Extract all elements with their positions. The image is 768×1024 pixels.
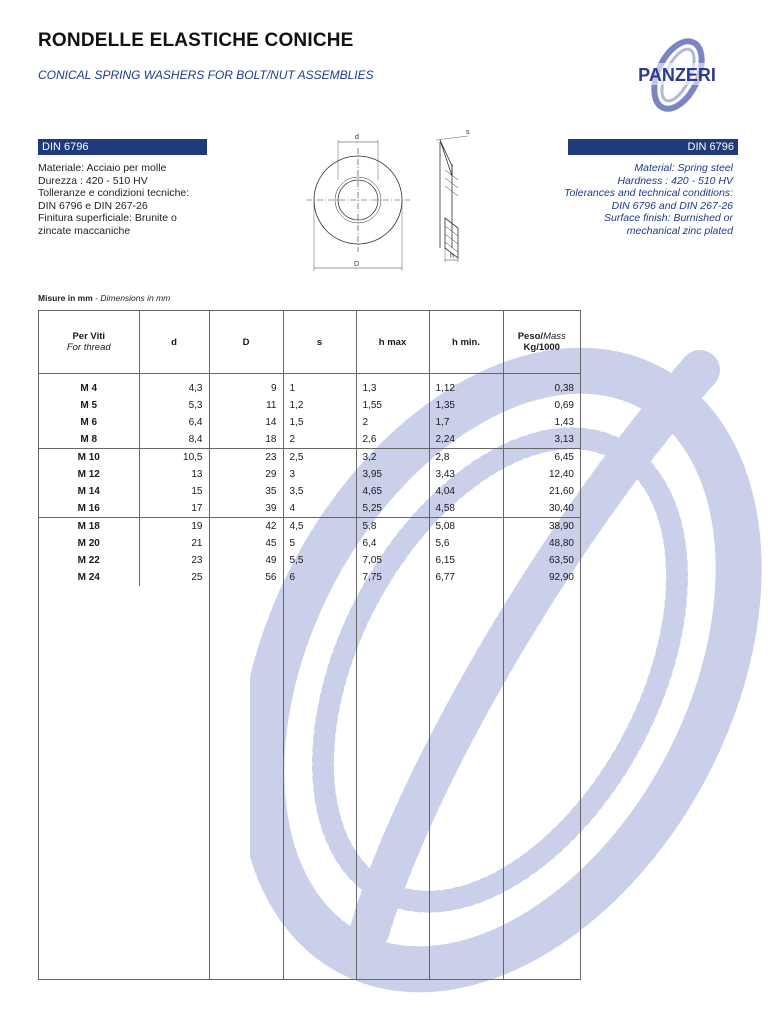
cell-mass: 63,50 xyxy=(548,555,574,566)
cell-hmax: 2 xyxy=(356,414,429,431)
cell-s: 4 xyxy=(283,500,356,518)
cell-d: 23 xyxy=(139,552,209,569)
table-row xyxy=(39,431,580,449)
cell-D: 14 xyxy=(209,414,283,431)
cell-mass: 30,40 xyxy=(548,503,574,514)
header-hmin: h min. xyxy=(429,311,503,374)
cell-mass: 12,40 xyxy=(548,469,574,480)
cell-hmin: 2,8 xyxy=(429,449,503,467)
cell-D: 39 xyxy=(209,500,283,518)
units-note-en: Dimensions in mm xyxy=(100,293,171,303)
cell-d: 5,3 xyxy=(139,397,209,414)
dim-label-d: d xyxy=(355,134,359,141)
cell-mass: 38,90 xyxy=(503,518,580,536)
panzeri-logo xyxy=(610,35,740,115)
spec-line: DIN 6796 e DIN 267-26 xyxy=(38,199,148,212)
dim-label-s: s xyxy=(466,130,470,136)
table-row xyxy=(39,397,580,414)
cell-hmin: 1,7 xyxy=(429,414,503,431)
column-divider xyxy=(209,311,210,979)
din-label-left: DIN 6796 xyxy=(38,139,207,155)
cell-s: 4,5 xyxy=(283,518,356,536)
cell-d: 17 xyxy=(139,500,209,518)
cell-D: 45 xyxy=(209,535,283,552)
cell-s: 1 xyxy=(283,374,356,398)
header-thread: Per Viti For thread xyxy=(39,311,139,374)
logo-text: PANZERI xyxy=(638,65,716,85)
cell-s: 5,5 xyxy=(283,552,356,569)
table-header-row xyxy=(39,311,580,374)
spec-line: zincate maccaniche xyxy=(38,224,131,237)
cell-D: 18 xyxy=(209,431,283,449)
cell-s: 1,5 xyxy=(283,414,356,431)
column-divider xyxy=(283,311,284,979)
cell-D: 11 xyxy=(209,397,283,414)
cell-thread: M 6 xyxy=(39,414,139,431)
cell-thread: M 16 xyxy=(39,500,139,518)
cell-D: 29 xyxy=(209,466,283,483)
spec-line: Tolleranze e condizioni tecniche: xyxy=(38,187,190,199)
cell-s: 1,2 xyxy=(283,397,356,414)
spec-line: Hardness : 420 - 510 HV xyxy=(617,174,733,187)
cell-hmax: 1,55 xyxy=(356,397,429,414)
cell-thread: M 22 xyxy=(39,552,139,569)
cell-hmin: 2,24 xyxy=(429,431,503,449)
cell-mass: 92,90 xyxy=(548,572,574,583)
cell-hmax: 6,4 xyxy=(356,535,429,552)
table-row xyxy=(39,552,580,569)
cell-hmin: 6,15 xyxy=(429,552,503,569)
cell-thread: M 18 xyxy=(39,518,139,536)
spec-line: Finitura superficiale: Brunite o xyxy=(38,212,177,224)
dim-label-D: D xyxy=(354,261,360,268)
cell-s: 3 xyxy=(283,466,356,483)
table-row xyxy=(39,569,580,586)
cell-hmin: 5,6 xyxy=(429,535,503,552)
cell-thread: M 10 xyxy=(39,449,139,467)
cell-d: 13 xyxy=(139,466,209,483)
header-hmax: h max xyxy=(356,311,429,374)
header-d: d xyxy=(139,311,209,374)
column-divider xyxy=(356,311,357,979)
cell-d: 15 xyxy=(139,483,209,500)
spec-line: mechanical zinc plated xyxy=(626,224,733,237)
cell-D: 56 xyxy=(209,569,283,586)
cell-thread: M 24 xyxy=(39,569,139,586)
cell-s: 6 xyxy=(283,569,356,586)
cell-mass: 48,80 xyxy=(548,538,574,549)
cell-d: 25 xyxy=(139,569,209,586)
cell-hmin: 1,12 xyxy=(429,374,503,398)
cell-hmax: 4,65 xyxy=(356,483,429,500)
header-mass: Peso/Mass Kg/1000 xyxy=(503,311,580,374)
spec-line: Material: Spring steel xyxy=(634,162,733,174)
cell-d: 6,4 xyxy=(139,414,209,431)
spec-line: Durezza : 420 - 510 HV xyxy=(38,174,148,187)
cell-thread: M 4 xyxy=(39,374,139,398)
cell-D: 42 xyxy=(209,518,283,536)
table-row xyxy=(39,483,580,500)
cell-thread: M 8 xyxy=(39,431,139,449)
cell-mass: 6,45 xyxy=(503,449,580,467)
spec-line: Tolerances and technical conditions: xyxy=(564,187,733,199)
cell-hmax: 2,6 xyxy=(356,431,429,449)
cell-D: 49 xyxy=(209,552,283,569)
cell-d: 4,3 xyxy=(139,374,209,398)
table-grid xyxy=(39,311,580,586)
table-row xyxy=(39,414,580,431)
cell-thread: M 14 xyxy=(39,483,139,500)
cell-mass: 3,13 xyxy=(554,434,574,445)
cell-hmin: 6,77 xyxy=(429,569,503,586)
cell-s: 5 xyxy=(283,535,356,552)
table-row xyxy=(39,374,580,398)
cell-D: 23 xyxy=(209,449,283,467)
cell-hmin: 5,08 xyxy=(429,518,503,536)
cell-d: 10,5 xyxy=(139,449,209,467)
cell-s: 2,5 xyxy=(283,449,356,467)
header-s: s xyxy=(283,311,356,374)
cell-hmax: 5,8 xyxy=(356,518,429,536)
cell-hmin: 3,43 xyxy=(429,466,503,483)
cell-mass: 1,43 xyxy=(554,417,574,428)
column-divider xyxy=(503,311,504,979)
cell-mass: 0,69 xyxy=(554,400,574,411)
table-row xyxy=(39,500,580,518)
page-subtitle: CONICAL SPRING WASHERS FOR BOLT/NUT ASSEMBLIES xyxy=(38,68,374,82)
spec-text-en xyxy=(520,162,733,237)
spec-line: Materiale: Acciaio per molle xyxy=(38,162,167,174)
cell-d: 19 xyxy=(139,518,209,536)
cell-D: 9 xyxy=(209,374,283,398)
table-row xyxy=(39,535,580,552)
cell-hmax: 3,2 xyxy=(356,449,429,467)
cell-hmin: 1,35 xyxy=(429,397,503,414)
cell-hmin: 4,58 xyxy=(429,500,503,518)
cell-hmax: 7,75 xyxy=(356,569,429,586)
cell-d: 21 xyxy=(139,535,209,552)
cell-thread: M 12 xyxy=(39,466,139,483)
cell-thread: M 20 xyxy=(39,535,139,552)
washer-technical-drawing xyxy=(300,130,480,275)
column-divider xyxy=(429,311,430,979)
spec-line: DIN 6796 and DIN 267-26 xyxy=(611,199,733,212)
spec-line: Surface finish: Burnished or xyxy=(604,212,733,224)
units-note: Misure in mm - Dimensions in mm xyxy=(38,293,171,303)
table-row xyxy=(39,449,580,467)
spec-text-it xyxy=(38,162,258,237)
header-D: D xyxy=(209,311,283,374)
cell-s: 2 xyxy=(283,431,356,449)
cell-hmax: 7,05 xyxy=(356,552,429,569)
units-note-it: Misure in mm xyxy=(38,293,93,303)
cell-thread: M 5 xyxy=(39,397,139,414)
din-label-right: DIN 6796 xyxy=(568,139,738,155)
cell-hmin: 4,04 xyxy=(429,483,503,500)
cell-mass: 21,60 xyxy=(548,486,574,497)
cell-hmax: 1,3 xyxy=(356,374,429,398)
dimensions-table xyxy=(38,310,581,980)
cell-D: 35 xyxy=(209,483,283,500)
table-row xyxy=(39,518,580,536)
cell-hmax: 5,25 xyxy=(356,500,429,518)
table-row xyxy=(39,466,580,483)
page-title: RONDELLE ELASTICHE CONICHE xyxy=(38,30,354,51)
cell-mass: 0,38 xyxy=(554,383,574,394)
cell-hmax: 3,95 xyxy=(356,466,429,483)
cell-d: 8,4 xyxy=(139,431,209,449)
dim-label-h: h xyxy=(450,253,454,260)
cell-s: 3,5 xyxy=(283,483,356,500)
